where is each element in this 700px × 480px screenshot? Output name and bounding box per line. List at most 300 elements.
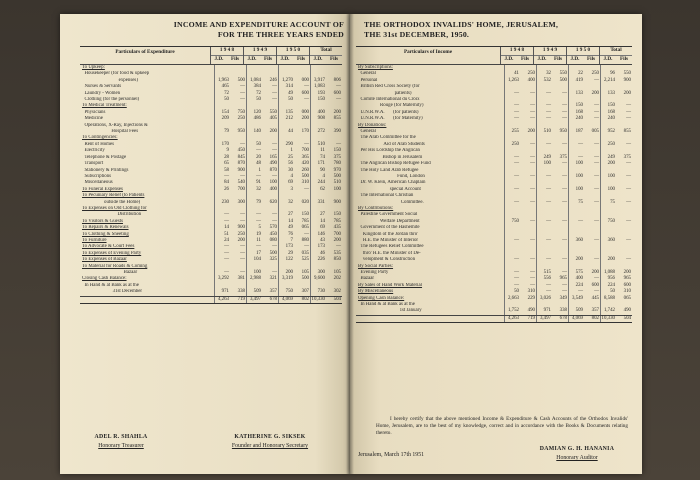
amount-fils: — <box>240 212 245 218</box>
row-label: Electricity <box>82 148 105 154</box>
amount-jd: 3,319 <box>278 276 294 282</box>
row-label: Comité International du Croix <box>358 97 420 103</box>
amount-jd: 10,330 <box>311 296 325 302</box>
row-label: H.E. the Minister of Interior <box>358 237 419 243</box>
amount-fils: 600 <box>623 282 631 288</box>
amount-fils: — <box>530 154 535 160</box>
row-label: In Hand & at Bank as at the <box>358 302 415 308</box>
amount-fils: — <box>594 173 599 179</box>
row-label: Closing Cash Balance: <box>82 276 127 282</box>
column-header-year: 1 9 4 9 J.D. Fils <box>533 47 566 64</box>
amount-fils: — <box>272 212 277 218</box>
amount-jd: 65 <box>214 161 230 167</box>
row-label: Telephone & Postage <box>82 154 127 160</box>
row-label: To Material for Roads & Coming <box>82 263 148 269</box>
row-label: The Arab Committee for the <box>358 135 416 141</box>
amount-fils: 365 <box>301 154 309 160</box>
amount-fils: — <box>626 218 631 224</box>
row-label: Housekeeper (for food & upkeep <box>82 71 150 77</box>
amount-jd: 4 <box>278 174 294 180</box>
amount-jd: — <box>536 110 552 116</box>
amount-jd: 971 <box>214 289 230 295</box>
auditor-certificate: I hereby certify that the above mentioned Income & Expenditure & Cash Accounts of the Orthodox Invalids' Home, Jerusalem, are to the best of my knowledge, correct and in accordance with the Books & Documents relating thereto. <box>376 416 628 436</box>
amount-fils: — <box>240 244 245 250</box>
amount-jd: 3,917 <box>310 78 326 84</box>
row-label: To Repairs & Renewals <box>82 225 129 231</box>
row-label: velopment & Construction <box>358 257 416 263</box>
amount-jd: 200 <box>278 270 294 276</box>
amount-jd: 62 <box>310 187 326 193</box>
amount-fils: — <box>562 90 567 96</box>
amount-jd: — <box>504 283 520 289</box>
amount-fils: 806 <box>333 77 341 83</box>
row-label: The Holy Land Arab Refugee <box>358 167 419 173</box>
amount-fils: 880 <box>301 237 309 243</box>
amount-fils: 570 <box>269 225 277 231</box>
amount-fils: — <box>240 250 245 256</box>
amount-jd: — <box>504 155 520 161</box>
amount-jd: 27 <box>310 212 326 218</box>
amount-jd: 1,083 <box>310 84 326 90</box>
amount-jd: 11 <box>246 238 262 244</box>
amount-fils: 381 <box>237 276 245 282</box>
row-label: By Donations: <box>358 122 387 128</box>
amount-fils: — <box>562 282 567 288</box>
amount-fils: 490 <box>527 308 535 314</box>
amount-fils: 375 <box>333 154 341 160</box>
row-label: By Miscellaneous <box>358 289 394 295</box>
amount-fils: — <box>304 97 309 103</box>
amount-jd: 224 <box>568 283 584 289</box>
amount-jd: 50 <box>278 97 294 103</box>
amount-fils: 500 <box>269 250 277 256</box>
row-label: To Expenses of Bazaar <box>82 257 127 263</box>
row-label: To Pecuniary Relief (to Patients <box>82 193 145 199</box>
amount-fils: — <box>562 270 567 275</box>
amount-fils: — <box>530 186 535 192</box>
amount-jd: 2,988 <box>246 276 262 282</box>
row-label: Kingdom of the Jordan thro' <box>358 231 419 237</box>
amount-jd: 290 <box>278 142 294 148</box>
row-label: To Clothing & Sheeting <box>82 231 129 237</box>
amount-jd: — <box>536 283 552 289</box>
column-header-total: Total J.D. Fils <box>309 47 342 64</box>
amount-fils: 300 <box>237 199 245 205</box>
amount-jd: 19 <box>246 232 262 238</box>
amount-jd: — <box>504 200 520 206</box>
amount-fils: — <box>626 237 631 243</box>
amount-fils: 785 <box>301 218 309 224</box>
amount-jd: 750 <box>600 219 616 225</box>
amount-fils: 307 <box>301 289 309 295</box>
row-label: To Medical Treatment: <box>82 103 127 109</box>
row-label: To Upkeep: <box>82 65 105 70</box>
row-label: Rouge (for Maternity) <box>358 103 424 109</box>
amount-jd: 58 <box>214 168 230 174</box>
amount-fils: — <box>562 257 567 263</box>
amount-jd: — <box>214 244 230 250</box>
amount-jd: 50 <box>600 289 616 295</box>
amount-jd: 193 <box>310 91 326 97</box>
amount-fils: — <box>562 289 567 295</box>
amount-jd: 100 <box>568 174 584 180</box>
amount-fils: 900 <box>237 167 245 173</box>
amount-jd: 44 <box>278 129 294 135</box>
amount-fils: 965 <box>623 276 631 282</box>
amount-jd: — <box>246 174 262 180</box>
amount-jd: 250 <box>504 142 520 148</box>
amount-fils: 500 <box>237 77 245 83</box>
amount-fils: 000 <box>301 77 309 83</box>
amount-jd: — <box>536 91 552 97</box>
column-header-total: Total J.D. Fils <box>599 47 632 64</box>
row-label: General <box>358 71 376 77</box>
amount-jd: 400 <box>310 110 326 116</box>
amount-jd: 76 <box>278 232 294 238</box>
amount-jd: — <box>504 257 520 263</box>
amount-fils: — <box>626 109 631 115</box>
amount-jd: 50 <box>214 97 230 103</box>
amount-fils: 105 <box>333 270 341 275</box>
amount-jd: 250 <box>600 142 616 148</box>
amount-fils: — <box>272 218 277 224</box>
amount-fils: 550 <box>269 109 277 115</box>
amount-fils: — <box>530 103 535 109</box>
amount-fils: — <box>626 199 631 205</box>
amount-jd: 96 <box>600 71 616 77</box>
amount-jd: — <box>504 110 520 116</box>
amount-fils: — <box>530 237 535 243</box>
row-label: Welfare Department <box>358 218 420 224</box>
amount-jd: 14 <box>214 225 230 231</box>
amount-jd: 212 <box>278 116 294 122</box>
amount-fils: 321 <box>269 276 277 282</box>
amount-fils: — <box>272 141 277 147</box>
row-label: To Furniture <box>82 237 107 243</box>
amount-jd: 100 <box>246 270 262 276</box>
amount-fils: — <box>530 90 535 96</box>
amount-fils: 065 <box>301 225 309 231</box>
row-label: To Funeral Expenses <box>82 186 123 192</box>
amount-jd: 72 <box>214 91 230 97</box>
amount-fils: 250 <box>237 231 245 237</box>
amount-jd: — <box>246 219 262 225</box>
amount-jd: 56 <box>278 161 294 167</box>
amount-jd: 100 <box>568 161 584 167</box>
row-label: By Contributions: <box>358 205 394 211</box>
amount-fils: 780 <box>333 161 341 167</box>
amount-jd: 43 <box>310 238 326 244</box>
amount-fils: 450 <box>269 231 277 237</box>
column-header-year: 1 9 4 8 J.D. Fils <box>210 47 243 64</box>
amount-fils: — <box>304 231 309 237</box>
amount-jd: 17 <box>246 251 262 257</box>
amount-jd: — <box>536 289 552 295</box>
amount-fils: 550 <box>559 71 567 77</box>
amount-jd: — <box>214 219 230 225</box>
amount-jd: — <box>536 142 552 148</box>
amount-jd: — <box>246 244 262 250</box>
amount-fils: 105 <box>301 270 309 275</box>
amount-jd: 91 <box>246 180 262 186</box>
amount-jd: 575 <box>568 270 584 276</box>
amount-jd: 133 <box>568 91 584 97</box>
amount-jd: 133 <box>600 91 616 97</box>
row-label: Clothing (for the personnel) <box>82 97 140 103</box>
amount-fils: 535 <box>333 250 341 256</box>
amount-jd: 272 <box>310 129 326 135</box>
amount-fils: 678 <box>269 296 277 302</box>
amount-jd: — <box>536 238 552 244</box>
amount-fils: — <box>272 97 277 103</box>
amount-jd: 24 <box>214 238 230 244</box>
amount-jd: — <box>504 161 520 167</box>
secretary-role: Founder and Honorary Secretary <box>231 443 309 449</box>
secretary-name: KATHERINE G. SIKSEK <box>234 434 306 440</box>
amount-jd: 1,263 <box>504 78 520 84</box>
column-header-year: 1 9 4 9 J.D. Fils <box>243 47 276 64</box>
amount-fils: — <box>240 141 245 147</box>
treasurer-role: Honorary Treasurer <box>98 443 144 449</box>
amount-fils: 802 <box>591 315 599 321</box>
amount-jd: 79 <box>214 129 230 135</box>
amount-fils: 200 <box>591 270 599 275</box>
amount-fils: 970 <box>333 167 341 173</box>
left-page <box>60 14 350 474</box>
amount-jd: 50 <box>246 142 262 148</box>
amount-jd: 140 <box>246 129 262 135</box>
amount-fils: 900 <box>623 77 631 83</box>
amount-jd: — <box>568 155 584 161</box>
amount-jd: — <box>214 212 230 218</box>
amount-jd: 4,069 <box>568 316 584 322</box>
amount-jd: 72 <box>246 91 262 97</box>
row-label: To Contingencies: <box>82 135 118 141</box>
amount-fils: 700 <box>333 231 341 237</box>
row-label: outside the Home) <box>82 199 141 205</box>
amount-fils: 719 <box>527 315 535 321</box>
amount-jd: 750 <box>504 219 520 225</box>
amount-jd: 26 <box>214 187 230 193</box>
amount-fils: — <box>562 116 567 122</box>
amount-fils: — <box>562 237 567 243</box>
amount-fils: — <box>562 109 567 115</box>
column-header-year: 1 9 4 8 J.D. Fils <box>500 47 533 64</box>
amount-fils: 170 <box>301 129 309 135</box>
amount-fils: — <box>594 161 599 167</box>
amount-fils: 500 <box>559 77 567 83</box>
amount-fils: 035 <box>301 250 309 256</box>
certificate-date: Jerusalem, March 17th 1951 <box>358 452 425 458</box>
amount-jd: — <box>504 238 520 244</box>
amount-jd: 51 <box>214 232 230 238</box>
amount-fils: — <box>272 270 277 275</box>
amount-fils: 700 <box>237 186 245 192</box>
right-page <box>350 14 642 474</box>
amount-fils: — <box>594 103 599 109</box>
amount-jd: 4,263 <box>504 316 520 322</box>
amount-jd: 46 <box>310 251 326 257</box>
amount-jd: 104 <box>246 257 262 263</box>
amount-jd: 41 <box>504 71 520 77</box>
amount-fils: — <box>594 257 599 263</box>
amount-jd: — <box>536 200 552 206</box>
amount-jd: 150 <box>600 103 616 109</box>
amount-jd: 3 <box>278 187 294 193</box>
amount-jd: 556 <box>536 276 552 282</box>
amount-jd: 135 <box>278 110 294 116</box>
amount-fils: — <box>240 270 245 275</box>
amount-fils: — <box>272 84 277 90</box>
amount-jd: 1,752 <box>504 308 520 314</box>
amount-fils: — <box>594 289 599 295</box>
amount-fils: 080 <box>269 237 277 243</box>
row-label: Bishop in Jerusalem <box>358 154 423 160</box>
row-label: Medicine <box>82 116 103 122</box>
row-label: patients) <box>358 90 412 96</box>
amount-jd: 9,600 <box>310 276 326 282</box>
amount-jd: 100 <box>600 187 616 193</box>
amount-jd: 240 <box>600 116 616 122</box>
amount-jd: 750 <box>278 289 294 295</box>
table-header <box>80 47 342 65</box>
row-label: Fund, London <box>358 173 425 179</box>
row-label: Bazaar <box>358 276 375 282</box>
amount-fils: 150 <box>333 212 341 218</box>
amount-jd: — <box>504 103 520 109</box>
amount-jd: 173 <box>310 244 326 250</box>
amount-jd: 509 <box>568 308 584 314</box>
amount-fils: — <box>240 84 245 90</box>
amount-fils: — <box>594 199 599 205</box>
row-label: Per His Lordship the Anglican <box>358 148 420 154</box>
amount-fils: — <box>594 237 599 243</box>
column-header-particulars: Particulars of Expenditure <box>115 49 175 55</box>
amount-fils: — <box>594 109 599 115</box>
amount-jd: 224 <box>600 283 616 289</box>
row-label: Stationery & Printings <box>82 167 129 173</box>
amount-jd: 75 <box>600 200 616 206</box>
amount-fils: 600 <box>591 282 599 288</box>
amount-jd: 249 <box>600 155 616 161</box>
row-label: In Hand & at Bank as at the <box>82 282 139 288</box>
amount-jd: 360 <box>568 238 584 244</box>
amount-fils: — <box>530 276 535 282</box>
amount-fils: — <box>304 244 309 250</box>
amount-jd: 154 <box>214 110 230 116</box>
amount-fils: 950 <box>559 129 567 135</box>
amount-jd: 170 <box>214 142 230 148</box>
row-label: Distribution <box>82 212 142 218</box>
amount-jd: 255 <box>504 129 520 135</box>
amount-jd: — <box>536 257 552 263</box>
amount-fils: 100 <box>333 186 341 192</box>
amount-jd: 32 <box>278 200 294 206</box>
amount-jd: 32 <box>536 71 552 77</box>
row-label: By Subscriptions: <box>358 65 393 70</box>
amount-jd: — <box>536 116 552 122</box>
amount-fils: 870 <box>269 167 277 173</box>
amount-jd: 50 <box>246 97 262 103</box>
row-label: Miscellaneous <box>82 180 113 186</box>
amount-jd: 25 <box>278 155 294 161</box>
amount-fils: 200 <box>527 129 535 135</box>
amount-jd: 173 <box>278 244 294 250</box>
amount-fils: 785 <box>333 218 341 224</box>
amount-fils: 200 <box>623 270 631 275</box>
amount-fils: — <box>272 148 277 154</box>
amount-fils: — <box>562 199 567 205</box>
amount-fils: 965 <box>559 276 567 282</box>
amount-jd: 14 <box>310 219 326 225</box>
amount-fils: 540 <box>237 180 245 186</box>
amount-jd: 14 <box>278 219 294 225</box>
amount-fils: 200 <box>591 90 599 96</box>
amount-fils: 600 <box>333 90 341 96</box>
amount-fils: 504 <box>333 296 341 302</box>
row-label: British Red Cross Society (for <box>358 84 420 90</box>
amount-fils: — <box>530 257 535 263</box>
amount-fils: — <box>272 173 277 179</box>
amount-fils: 246 <box>269 77 277 83</box>
income-table <box>356 46 632 323</box>
amount-fils: — <box>626 173 631 179</box>
amount-jd: 486 <box>246 116 262 122</box>
amount-fils: — <box>594 141 599 147</box>
amount-fils: — <box>626 103 631 109</box>
amount-fils: 900 <box>333 199 341 205</box>
amount-jd: 1,963 <box>214 78 230 84</box>
amount-jd: 1 <box>246 168 262 174</box>
amount-jd: 465 <box>214 84 230 90</box>
row-label <box>356 316 504 322</box>
amount-fils: — <box>336 84 341 90</box>
amount-jd: 5 <box>246 225 262 231</box>
amount-fils: — <box>626 257 631 263</box>
amount-jd: — <box>246 148 262 154</box>
left-page-title: INCOME AND EXPENDITURE ACCOUNT OF FOR THE THREE YEARS ENDED <box>173 20 344 39</box>
amount-fils: — <box>272 90 277 96</box>
row-label: Evening Party <box>358 270 389 275</box>
row-label: U.N.R.W.A. (for patients) <box>358 109 419 115</box>
amount-jd: 300 <box>310 270 326 276</box>
amount-jd: 10,330 <box>601 315 615 321</box>
amount-jd: 1,270 <box>278 78 294 84</box>
amount-jd: 187 <box>568 129 584 135</box>
amount-fils: — <box>272 244 277 250</box>
row-label: Government of the Hashemite <box>358 225 420 231</box>
amount-jd: — <box>504 187 520 193</box>
amount-fils: 310 <box>301 180 309 186</box>
row-label: Subscriptions <box>82 173 112 179</box>
amount-fils: — <box>562 161 567 167</box>
amount-jd: 90 <box>310 168 326 174</box>
amount-jd: 49 <box>278 225 294 231</box>
amount-fils: — <box>240 218 245 224</box>
amount-jd: 419 <box>568 78 584 84</box>
amount-jd: — <box>536 174 552 180</box>
amount-jd: 9 <box>214 148 230 154</box>
amount-jd: 22 <box>568 71 584 77</box>
amount-jd: 69 <box>278 180 294 186</box>
amount-fils: 357 <box>269 289 277 295</box>
row-label: Bazaar <box>82 270 138 275</box>
secretary-signature <box>200 434 340 449</box>
amount-fils: 490 <box>623 308 631 314</box>
amount-fils: 400 <box>269 186 277 192</box>
amount-jd: 75 <box>568 200 584 206</box>
amount-fils: — <box>304 84 309 90</box>
